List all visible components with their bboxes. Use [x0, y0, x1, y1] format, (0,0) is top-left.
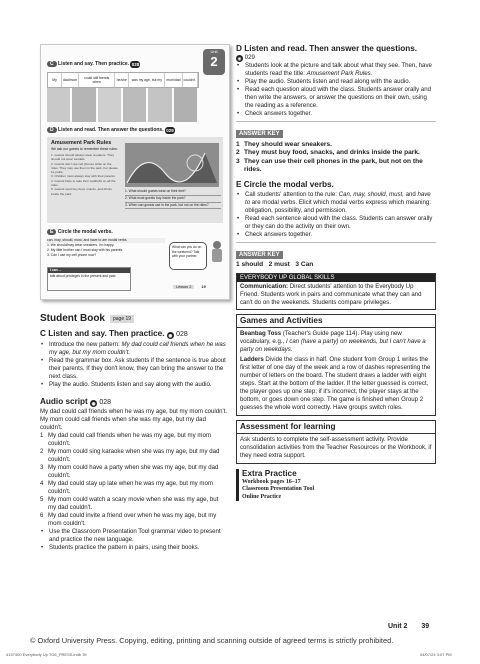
thumb-letter-c: C — [47, 61, 57, 67]
thumb-rule: 1. Guests should always wear sneakers. They should not wear sandals. — [51, 153, 115, 162]
thumb-pattern-box — [47, 72, 199, 88]
section-d-bullet — [236, 86, 436, 110]
thumb-e-item: 1. We should/may wear sneakers. I'm happy. — [47, 243, 115, 247]
audio-script-item-number: 1 — [40, 432, 44, 439]
section-d-track: 029 — [244, 54, 255, 61]
audio-script-item — [40, 448, 228, 464]
audio-cd-icon: ◉ — [91, 401, 96, 406]
section-d-answer — [236, 141, 436, 149]
audio-script-item-text: My dad could call friends when he was my age, but my mom couldn't. — [48, 432, 211, 447]
section-d-answer-key — [236, 121, 436, 174]
audio-script-items — [40, 432, 228, 528]
games-title: Games and Activities — [237, 315, 435, 328]
section-e-bullet-text: are modal verbs. Elicit which modal verbs express which meaning: obligation, possibility, and permission. — [245, 199, 431, 215]
everybody-up-friend-figure — [209, 240, 225, 264]
unit-tab — [203, 49, 225, 75]
section-d-answer-text: They can use their cell phones in the park, but not on the rides. — [244, 157, 423, 173]
pattern-cell: dad/mom — [62, 73, 79, 87]
audio-script-item-text: My dad could invite a friend over when he was my age, but my mom couldn't. — [48, 512, 217, 527]
audio-script-item-number: 3 — [40, 464, 44, 471]
thumb-section-e-body — [47, 238, 165, 258]
thumb-rule: 5. Guests must buy food, snacks, and drinks inside the park. — [51, 187, 112, 196]
unit-tab-number: 2 — [210, 54, 218, 69]
section-e-bullet-emphasis: Can, may, should, must, — [338, 191, 404, 199]
section-d-answer — [236, 149, 436, 157]
section-d-answer — [236, 158, 436, 175]
global-skills-text: Direct students' attention to the Everybody Up Friend. Students work in pairs and communicate what they can and can't do on the weekends. Students compare privileges. — [240, 282, 422, 306]
section-c-bullet-text: Read the grammar box. Ask students if the sentence is true about their parents. If they don't know, they can bring the answer to the next class. — [49, 357, 226, 380]
thumb-letter-e: E — [47, 229, 56, 235]
thumb-e-item: 3. Can I use my cell phone now? — [47, 253, 97, 257]
section-c-bullet — [40, 341, 228, 357]
beanbag-toss-title: Beanbag Toss — [240, 329, 282, 337]
audio-cd-icon: ◉ — [168, 333, 173, 338]
section-d-answer-number: 2 — [236, 149, 240, 157]
footer-page-number: 39 — [421, 623, 430, 630]
thumb-section-e-heading — [47, 229, 113, 235]
section-d-bullet-emphasis: Amusement Park Rules. — [306, 70, 373, 77]
section-e-bullet — [236, 231, 436, 239]
audio-script-item-text: My mom could sing karaoke when she was my age, but my dad couldn't. — [48, 448, 220, 463]
section-d-bullet — [236, 62, 436, 78]
section-c-track: 028 — [176, 331, 188, 338]
assessment-title: Assessment for learning — [237, 421, 435, 434]
section-d-bullet-text: Check answers together. — [245, 110, 313, 117]
print-slug-left: 4157400 Everybody Up TG6_PRESS.indb 39 — [6, 652, 87, 657]
thumb-i-can-label: I can ... — [48, 268, 130, 273]
thumb-rules-title: Amusement Park Rules — [51, 140, 112, 146]
student-book-heading: Student Book — [40, 313, 105, 324]
left-column — [40, 313, 228, 552]
thumb-page-number: 19 — [201, 285, 206, 289]
page-footer-number — [388, 623, 429, 630]
right-column — [236, 44, 436, 501]
thumb-title-e: Circle the modal verbs. — [57, 229, 113, 235]
thumb-letter-d: D — [47, 127, 57, 133]
print-slug-right: 04/07/24 3:07 PM — [420, 652, 452, 657]
thumb-track-d: 029 — [166, 128, 174, 133]
section-e-bullet-emphasis: have to — [245, 191, 431, 207]
thumb-question: 2. What must guests buy inside the park? — [125, 196, 221, 203]
beanbag-toss-example: I can (have a party) on weekends, but I can't have a party on weekdays. — [240, 337, 426, 353]
audio-script-line: My mom could call friends when she was my age, but my dad couldn't. — [40, 416, 206, 431]
thumb-rule: 4. Guests have to take their seatbelts on all the rides. — [51, 178, 116, 188]
extra-practice-item: Classroom Presentation Tool — [242, 486, 315, 493]
section-d-bullet — [236, 78, 436, 86]
section-e-bullet-text: and — [403, 191, 418, 199]
audio-script-item-number: 6 — [40, 512, 44, 519]
thumb-question: 1. What should guests wear on their feet? — [125, 189, 221, 196]
extra-practice-title: Extra Practice — [242, 468, 297, 478]
ladders-title: Ladders — [240, 355, 264, 363]
audio-script-item — [40, 432, 228, 448]
copyright-notice: © Oxford University Press. Copying, editing, printing and scanning outside of agreed terms is strictly prohibited. — [30, 636, 394, 645]
beanbag-toss-text: (Teacher's Guide page 114). Play using new vocabulary, e.g., — [240, 329, 402, 345]
section-c-bullet — [40, 381, 228, 389]
thumb-pictures-row — [47, 88, 197, 122]
audio-script-heading — [40, 397, 228, 408]
section-d-answer-number: 1 — [236, 141, 240, 148]
audio-script-item-number: 4 — [40, 480, 44, 487]
section-c-bullet-text: Play the audio. Students listen and say along with the audio. — [49, 381, 212, 388]
section-c-bullet-text: Introduce the new pattern: — [49, 341, 122, 348]
section-d-answer-text: They should wear sneakers. — [244, 141, 332, 148]
extra-practice-box — [236, 469, 436, 502]
roller-coaster-picture — [125, 143, 219, 187]
section-d-bullet-text: Read each question aloud with the class. Students answer orally and then write the answers, or answer the questions on their own, using the reading as a reference. — [245, 86, 431, 109]
games-box — [236, 314, 436, 416]
section-e-answers: 1 should 2 must 3 Can — [236, 261, 314, 269]
section-d-bullets — [236, 62, 436, 118]
section-e-bullet-text: Check answers together. — [245, 231, 313, 239]
section-e-answer-key — [236, 242, 436, 270]
audio-script-lines — [40, 408, 228, 432]
audio-script-bullets — [40, 528, 228, 552]
audio-script-item-text: My mom could have a party when she was my age, but my dad couldn't. — [48, 464, 219, 479]
audio-cd-icon: ◉ — [237, 56, 242, 61]
section-d-bullet — [236, 110, 436, 118]
section-e-bullet — [236, 215, 436, 231]
pattern-cell: mom/dad — [165, 73, 182, 87]
audio-script-item-number: 5 — [40, 496, 44, 503]
section-d-bullet-text: Play the audio. Students listen and read along with the audio. — [245, 78, 411, 85]
section-c-bullets — [40, 341, 228, 389]
thumb-rules-subtitle: We ask our guests to remember these rules: — [51, 147, 118, 151]
audio-script-item — [40, 512, 228, 528]
audio-script-bullet: • Use the Classroom Presentation Tool grammar video to present and practice the new language. — [40, 528, 228, 544]
section-d-bullet-text: Students look at the picture and talk about what they see. Then, have students read the title: — [245, 62, 432, 77]
pattern-cell: he/she — [115, 73, 129, 87]
thumb-section-c-heading — [47, 61, 140, 68]
thumb-track-c: 028 — [131, 62, 140, 67]
section-d-heading: D Listen and read. Then answer the questions. — [236, 44, 418, 53]
extra-practice-item: Online Practice — [242, 493, 282, 500]
global-skills-bold: Communication: — [240, 282, 289, 290]
thumb-reading-panel — [47, 137, 223, 223]
pattern-cell: couldn't. — [183, 73, 199, 87]
pattern-cell: My — [48, 73, 62, 87]
assessment-text: Ask students to complete the self-assessment activity. Provide consolidation activities from the Teacher Resources or the Workbook, if they need extra support. — [240, 435, 432, 459]
audio-script-bullet: • Students practice the pattern in pairs, using their books. — [40, 544, 228, 552]
audio-script-item-text: My mom could watch a scary movie when she was my age, but my dad couldn't. — [48, 496, 219, 511]
answer-key-label: ANSWER KEY — [236, 251, 283, 259]
thumb-e-item: 2. My little brother can / must stay with his parents. — [47, 248, 124, 252]
audio-script-item — [40, 464, 228, 480]
thumb-rule: 3. Children must always stay with their parents. — [51, 174, 116, 179]
section-e-heading: E Circle the modal verbs. — [236, 180, 334, 190]
thumb-title-d: Listen and read. Then answer the questions. — [58, 127, 164, 133]
section-d-answer-number: 3 — [236, 157, 240, 165]
thumb-title-c: Listen and say. Then practice. — [58, 61, 130, 67]
section-e-bullets — [236, 191, 436, 239]
extra-practice-item: Workbook pages 16–17 — [242, 478, 301, 485]
footer-unit-label: Unit 2 — [388, 623, 408, 630]
thumb-lesson-footer — [173, 285, 206, 289]
audio-script-item — [40, 480, 228, 496]
section-c-bullet — [40, 357, 228, 381]
section-c-bullet-emphasis: My dad could call friends when he was my age, but my mom couldn't. — [49, 341, 226, 356]
section-d-answer-text: They must buy food, snacks, and drinks inside the park. — [244, 149, 420, 157]
thumb-speech-bubble: What can you do on the weekend? Talk with your partner. — [169, 242, 207, 270]
assessment-box — [236, 420, 436, 464]
student-book-page-badge: page 19 — [110, 315, 134, 323]
section-e-bullet-text: Call students' attention to the rule: — [245, 191, 339, 199]
global-skills-box — [236, 273, 436, 310]
thumb-i-can-box — [47, 267, 131, 291]
thumb-e-sub: can, may, should, must, and have to are modal verbs. — [47, 238, 165, 243]
thumb-i-can-text: talk about privileges in the present and past. — [50, 274, 117, 278]
unit-tab-label: Unit — [210, 49, 218, 54]
thumb-section-d-heading — [47, 127, 175, 134]
audio-script-item-text: My dad could stay up late when he was my age, but my mom couldn't. — [48, 480, 213, 495]
section-d-track-row — [236, 54, 436, 62]
audio-script-item — [40, 496, 228, 512]
pattern-cell: was my age, but my — [129, 73, 165, 87]
section-c-title: C Listen and say. Then practice. — [40, 329, 165, 338]
audio-script-item-number: 2 — [40, 448, 44, 455]
section-e-bullet-text: Read each sentence aloud with the class. Students can answer orally or they can do the activity on their own. — [245, 215, 433, 231]
pattern-cell: could still friends when — [79, 73, 115, 87]
audio-script-title: Audio script — [40, 397, 88, 406]
global-skills-label: EVERYBODY UP GLOBAL SKILLS — [237, 274, 435, 282]
ladders-text: Divide the class in half. One student from Group 1 writes the first letter of one day of the week and a row of dashes representing the number of letters on the board. The student draws a ladder with eight steps. Start at the bottom of the ladder. If the letter guessed is correct, the player goes up one step; if it's incorrect, the player stays at the bottom, or goes down one step. The game is finished when Group 2 guesses the whole word correctly. Have groups switch roles. — [240, 355, 431, 411]
thumb-question: 3. When can guests use in the park, but not on the rides? — [125, 203, 221, 210]
audio-script-track: 028 — [99, 399, 112, 406]
student-book-page-thumbnail — [40, 44, 230, 300]
thumb-rule: 2. Guests don't use cell phones while on the rides. They may use them in the park, but please be polite. — [51, 161, 118, 175]
audio-script-line: My dad could call friends when he was my age, but my mom couldn't. — [40, 408, 228, 415]
section-c-heading — [40, 329, 228, 340]
section-e-bullet — [236, 191, 436, 215]
thumb-lesson-label: Lesson 2 — [173, 285, 194, 289]
answer-key-label: ANSWER KEY — [236, 130, 283, 138]
student-book-label — [40, 313, 228, 324]
